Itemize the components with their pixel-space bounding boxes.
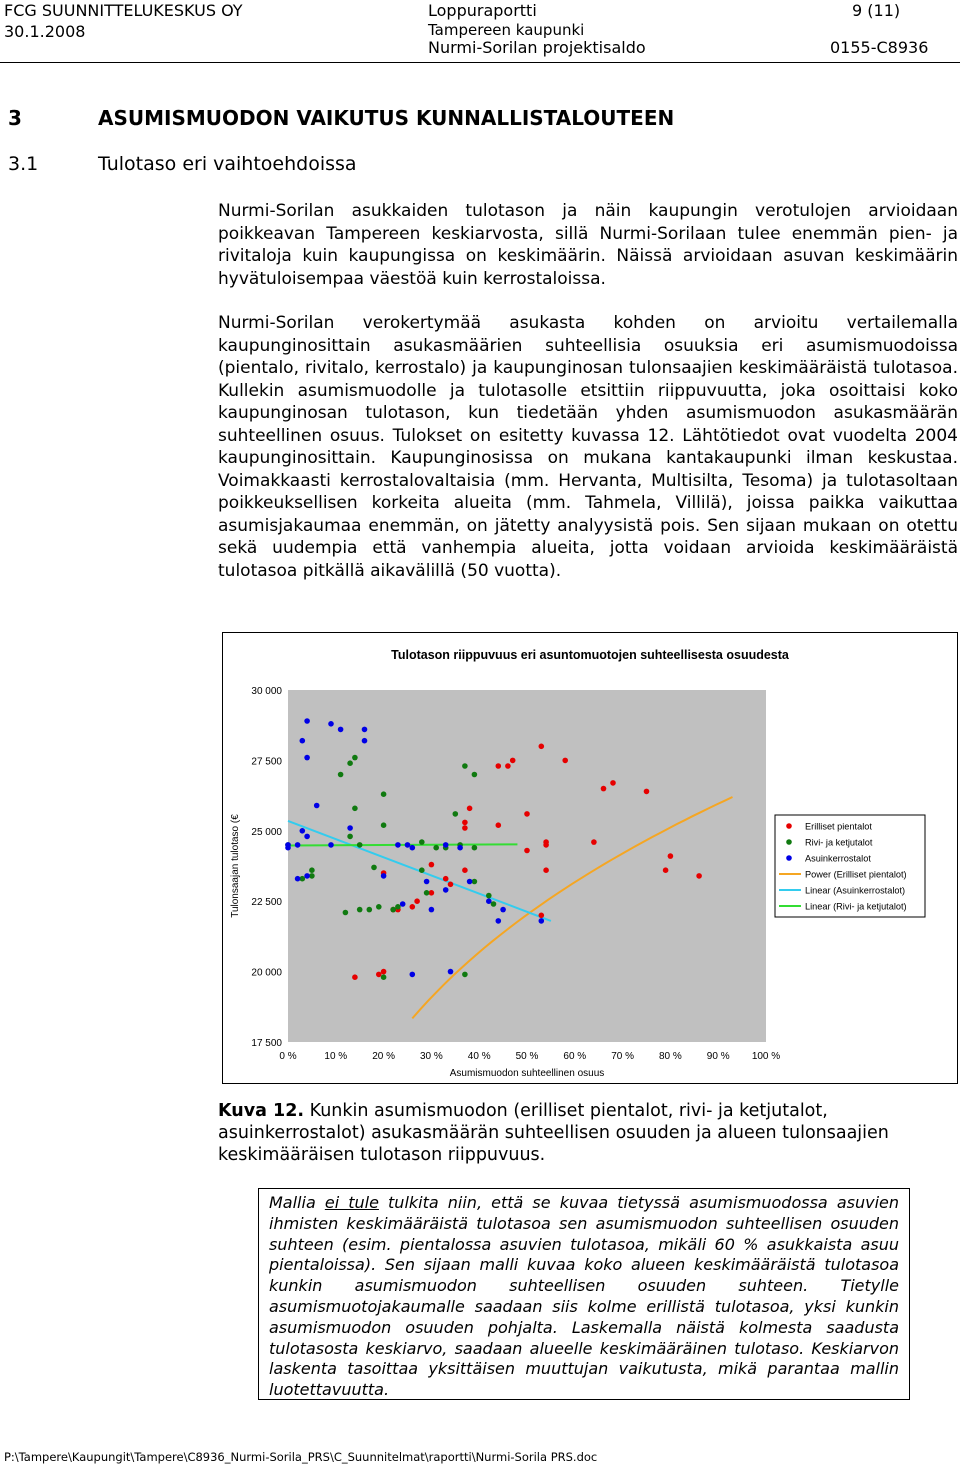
- data-point-green: [309, 873, 315, 879]
- x-tick-label: 90 %: [706, 1051, 730, 1062]
- x-tick-label: 20 %: [372, 1051, 395, 1062]
- data-point-green: [371, 865, 377, 871]
- legend-label: Linear (Rivi- ja ketjutalot): [805, 901, 907, 912]
- data-point-blue: [405, 842, 411, 848]
- data-point-green: [472, 879, 478, 885]
- trendline-linear-rivitalot: [288, 844, 517, 845]
- x-tick-label: 30 %: [420, 1051, 443, 1062]
- y-tick-label: 27 500: [251, 756, 282, 768]
- data-point-blue: [448, 969, 454, 975]
- data-point-green: [338, 772, 344, 778]
- figure-caption-label: Kuva 12.: [218, 1101, 305, 1121]
- x-tick-label: 10 %: [324, 1051, 348, 1062]
- data-point-red: [539, 744, 545, 750]
- data-point-green: [343, 910, 349, 916]
- note-box-text: tulkita niin, että se kuvaa tietyssä asumismuodossa asuvien ihmisten keskimääräistä tulotasoa sen asumismuodon suhteellisen osuuden suhteen (esim. pientalossa asuvien tulotasoa, mikäli 60 % asukkaista asuu pientaloissa). Sen sijaan malli kuvaa koko alueen keskimääräistä tulotasoa kunkin asumismuodon suhteellisen osuuden suhteen. Tietylle asumismuotojakaumalle saadaan siis kolme erillistä tulotasoa, yksi kunkin asumismuodon osuuden pohjalta. Laskemalla näistä kolmesta saadusta tulotasosta keskiarvo, saadaan alueelle keskimääräinen tulotaso. Keskiarvon laskenta tasoittaa yksittäisen muuttujan vaikutusta, mikä parantaa mallin luotettavuutta.: [269, 1193, 899, 1400]
- legend-marker: [786, 855, 792, 861]
- data-point-red: [524, 811, 530, 817]
- data-point-green: [367, 907, 373, 913]
- data-point-blue: [410, 845, 416, 851]
- legend-marker: [786, 839, 792, 845]
- data-point-blue: [362, 727, 368, 733]
- data-point-blue: [496, 918, 502, 924]
- data-point-blue: [424, 879, 430, 885]
- data-point-green: [381, 974, 387, 980]
- data-point-green: [472, 845, 478, 851]
- note-box: [258, 1188, 910, 1400]
- section-title: ASUMISMUODON VAIKUTUS KUNNALLISTALOUTEEN: [98, 106, 675, 130]
- data-point-blue: [304, 755, 310, 761]
- data-point-red: [543, 867, 549, 873]
- data-point-blue: [443, 887, 449, 893]
- data-point-blue: [300, 828, 306, 834]
- x-axis-label: Asumismuodon suhteellinen osuus: [449, 1068, 605, 1079]
- data-point-blue: [410, 972, 416, 978]
- paragraph-1: Nurmi-Sorilan asukkaiden tulotason ja näin kaupungin verotulojen arvioidaan poikkeavan Tampereen keskiarvosta, sillä Nurmi-Sorilaan tulee enemmän pien- ja rivitaloja kuin kaupungissa on keskimäärin. Näissä arvioidaan asuvan keskimäärin hyvätuloisempaa väestöä kuin kerrostaloissa.: [218, 201, 958, 289]
- data-point-green: [424, 890, 430, 896]
- subsection-title: Tulotaso eri vaihtoehdoissa: [98, 153, 357, 175]
- data-point-blue: [304, 873, 310, 879]
- note-box-before: Mallia: [269, 1193, 325, 1212]
- plot-area: [288, 690, 766, 1042]
- header-client: Tampereen kaupunki: [428, 21, 585, 39]
- y-tick-label: 25 000: [251, 826, 282, 838]
- data-point-green: [381, 822, 387, 828]
- legend-label: Erilliset pientalot: [805, 821, 872, 832]
- data-point-red: [610, 780, 616, 786]
- x-tick-label: 100 %: [751, 1051, 781, 1062]
- data-point-blue: [295, 876, 301, 882]
- x-tick-label: 40 %: [467, 1051, 491, 1062]
- data-point-blue: [443, 842, 449, 848]
- data-point-red: [496, 822, 502, 828]
- data-point-blue: [285, 845, 291, 851]
- x-tick-label: 70 %: [611, 1051, 634, 1062]
- data-point-green: [347, 760, 353, 766]
- y-tick-label: 30 000: [251, 686, 282, 697]
- data-point-blue: [457, 845, 463, 851]
- figure-caption: [218, 1100, 958, 1166]
- header-code: 0155-C8936: [830, 38, 929, 57]
- data-point-red: [591, 839, 597, 845]
- data-point-red: [644, 789, 650, 795]
- data-point-blue: [429, 907, 435, 913]
- note-box-underlined: ei tule: [324, 1193, 379, 1212]
- legend-label: Linear (Asuinkerrostalot): [805, 885, 906, 896]
- data-point-blue: [395, 842, 401, 848]
- data-point-red: [429, 862, 435, 868]
- data-point-red: [414, 898, 420, 904]
- y-axis-label: Tulonsaajan tulotaso (€: [230, 814, 241, 918]
- header-org: FCG SUUNNITTELUKESKUS OY: [4, 1, 243, 20]
- chart-title: Tulotason riippuvuus eri asuntomuotojen suhteellisesta osuudesta: [391, 648, 789, 662]
- data-point-blue: [347, 825, 353, 831]
- data-point-red: [510, 758, 516, 764]
- data-point-green: [419, 839, 425, 845]
- data-point-red: [601, 786, 607, 792]
- x-tick-label: 60 %: [563, 1051, 587, 1062]
- footer-path: P:\Tampere\Kaupungit\Tampere\C8936_Nurmi-Sorila_PRS\C_Suunnitelmat\raportti\Nurmi-Sorila PRS.doc: [4, 1450, 598, 1464]
- data-point-red: [543, 842, 549, 848]
- x-tick-label: 50 %: [515, 1051, 539, 1062]
- header-page: 9 (11): [852, 1, 901, 20]
- data-point-blue: [328, 842, 334, 848]
- figure-caption-text: Kunkin asumismuodon (erilliset pientalot, rivi- ja ketjutalot, asuinkerrostalot) asukasmäärän suhteellisen osuuden ja alueen tulonsaajien keskimääräisen tulotason riippuvuus.: [218, 1101, 889, 1165]
- data-point-blue: [539, 918, 545, 924]
- header-project: Nurmi-Sorilan projektisaldo: [428, 38, 646, 57]
- header-rule: [0, 62, 960, 63]
- data-point-green: [352, 806, 358, 812]
- data-point-blue: [400, 901, 406, 907]
- data-point-red: [696, 873, 702, 879]
- data-point-blue: [381, 873, 387, 879]
- data-point-green: [376, 904, 382, 910]
- data-point-blue: [304, 834, 310, 840]
- data-point-blue: [338, 727, 344, 733]
- data-point-red: [462, 820, 468, 826]
- data-point-green: [309, 867, 315, 873]
- header-report: Loppuraportti: [428, 1, 537, 20]
- data-point-red: [505, 763, 511, 769]
- data-point-red: [462, 867, 468, 873]
- data-point-blue: [486, 898, 492, 904]
- data-point-green: [352, 755, 358, 761]
- data-point-blue: [467, 879, 473, 885]
- data-point-red: [562, 758, 568, 764]
- data-point-blue: [295, 842, 301, 848]
- data-point-red: [352, 974, 358, 980]
- header-date: 30.1.2008: [4, 22, 86, 41]
- data-point-red: [429, 890, 435, 896]
- legend-marker: [786, 823, 792, 829]
- data-point-blue: [328, 721, 334, 727]
- legend-label: Asuinkerrostalot: [805, 853, 871, 864]
- y-tick-label: 20 000: [251, 967, 282, 979]
- data-point-red: [668, 853, 674, 859]
- x-tick-label: 80 %: [659, 1051, 682, 1062]
- data-point-red: [462, 825, 468, 831]
- data-point-blue: [304, 718, 310, 724]
- data-point-red: [376, 972, 382, 978]
- section-number: 3: [8, 106, 22, 130]
- data-point-green: [462, 763, 468, 769]
- data-point-green: [491, 901, 497, 907]
- data-point-blue: [500, 907, 506, 913]
- data-point-blue: [300, 738, 306, 744]
- y-tick-label: 22 500: [251, 897, 282, 909]
- data-point-red: [467, 806, 473, 812]
- data-point-green: [357, 842, 363, 848]
- x-tick-label: 0 %: [279, 1051, 297, 1062]
- data-point-green: [357, 907, 363, 913]
- legend-label: Rivi- ja ketjutalot: [805, 837, 873, 848]
- data-point-red: [448, 882, 454, 888]
- y-tick-label: 17 500: [251, 1038, 282, 1049]
- data-point-green: [381, 791, 387, 797]
- data-point-green: [453, 811, 459, 817]
- data-point-green: [347, 834, 353, 840]
- data-point-blue: [314, 803, 320, 809]
- data-point-red: [663, 867, 669, 873]
- legend-label: Power (Erilliset pientalot): [805, 869, 907, 880]
- data-point-green: [419, 867, 425, 873]
- paragraph-2: Nurmi-Sorilan verokertymää asukasta kohden on arvioitu vertailemalla kaupunginosittain asukasmäärien suhteellisia osuuksia eri asumismuodoissa (pientalo, rivitalo, kerrostalo) ja kaupunginosan tulonsaajien keskimääräistä tulotasoa. Kullekin asumismuodolle ja tulotasolle etsittiin riippuvuutta, joka osoittaisi koko kaupunginosan tulotason, kun tiedetään yhden asumismuodon asukasmäärän suhteellinen osuus. Tulokset on esitetty kuvassa 12. Lähtötiedot ovat vuodelta 2004 kaupunginosittain. Kaupunginosissa on mukana kantakaupunki ilman keskustaa. Voimakkaasti kerrostalovaltaisia (mm. Hervanta, Multisilta, Tesoma) ja tulotasoltaan poikkeuksellisen korkeita alueita (mm. Tahmela, Villilä), joissa paikka vaikuttaa asumisjakaumaa enemmän, on jätetty analyysistä pois. Sen sijaan mukaan on otettu sekä uudempia että vanhempia alueita, jotta voidaan arvioida keskimääräistä tulotasoa pitkällä aikavälillä (50 vuotta).: [218, 313, 958, 581]
- data-point-red: [443, 876, 449, 882]
- data-point-red: [524, 848, 530, 854]
- subsection-number: 3.1: [8, 153, 39, 175]
- data-point-red: [381, 969, 387, 975]
- data-point-red: [539, 913, 545, 919]
- data-point-red: [496, 763, 502, 769]
- data-point-green: [486, 893, 492, 899]
- chart-legend: [775, 815, 925, 917]
- data-point-red: [410, 904, 416, 910]
- data-point-green: [433, 845, 439, 851]
- income-scatter-chart: [222, 632, 958, 1084]
- data-point-green: [472, 772, 478, 778]
- data-point-green: [462, 972, 468, 978]
- data-point-green: [390, 907, 396, 913]
- data-point-blue: [362, 738, 368, 744]
- data-point-green: [395, 904, 401, 910]
